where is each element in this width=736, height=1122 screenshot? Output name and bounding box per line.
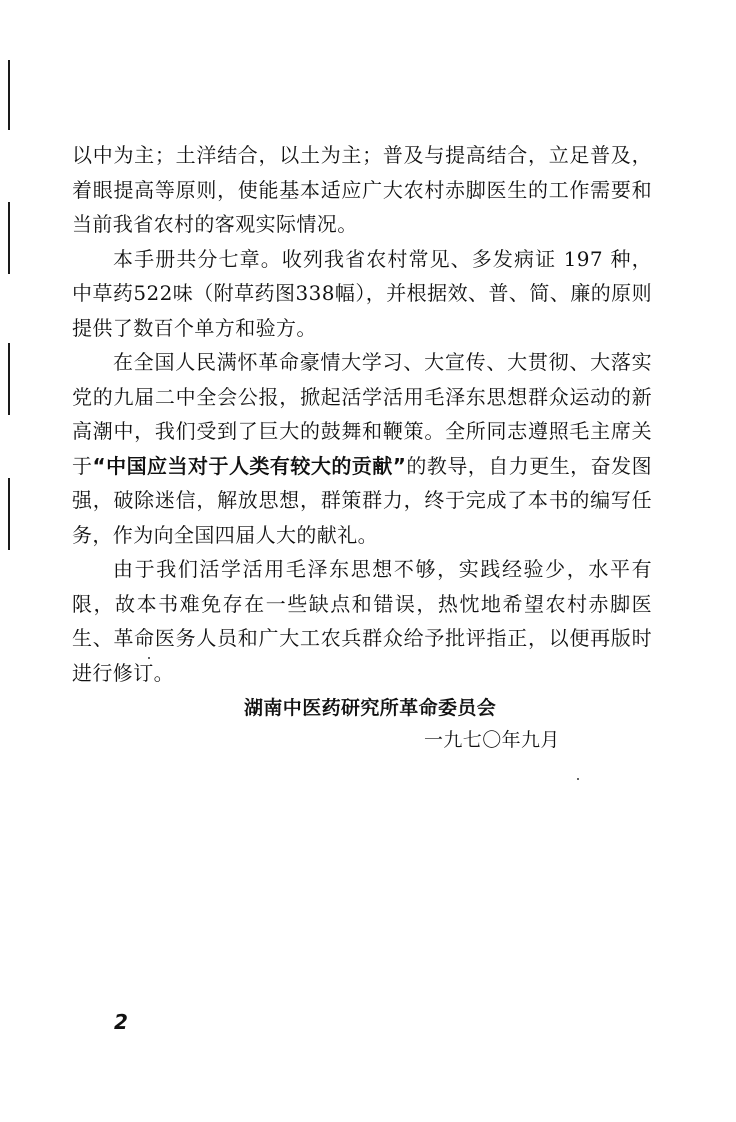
scan-speck (577, 778, 579, 780)
date: 一九七〇年九月 (424, 729, 560, 751)
paragraph-3-lead: 在全国人民满怀革命豪情大学习、大宣传、大贯彻、大落实党的九届二中全会公报，掀起活学活用毛泽东思想群众运动的新高潮中，我们受到了巨大的鼓舞和鞭策。全所同志遵照毛主席关于 (72, 350, 652, 478)
page-number: 2 (114, 1010, 128, 1034)
scan-edge-mark (8, 60, 10, 130)
paragraph-1: 以中为主；土洋结合，以土为主；普及与提高结合，立足普及，着眼提高等原则，使能基本适应广大农村赤脚医生的工作需要和当前我省农村的客观实际情况。 (72, 143, 652, 236)
paragraph-2: 本手册共分七章。收列我省农村常见、多发病证 197 种，中草药522味（附草药图338幅），并根据效、普、简、廉的原则提供了数百个单方和验方。 (72, 246, 652, 340)
paragraph-3 (72, 345, 652, 552)
scan-edge-mark (8, 202, 10, 274)
signature: 湖南中医药研究所革命委员会 (244, 697, 497, 719)
paragraph-3-tail: 的教导，自力更生，奋发图强，破除迷信，解放思想，群策群力，终于完成了本书的编写任务，作为向全国四届人大的献礼。 (72, 453, 652, 547)
quotation: “中国应当对于人类有较大的贡献” (92, 453, 407, 478)
scan-speck (148, 657, 150, 659)
paragraph-4: 由于我们活学活用毛泽东思想不够，实践经验少，水平有限，故本书难免存在一些缺点和错误，热忱地希望农村赤脚医生、革命医务人员和广大工农兵群众给予批评指正，以便再版时进行修订。 (72, 557, 652, 685)
scan-edge-mark (8, 343, 10, 415)
preface-text (72, 138, 652, 756)
scan-edge-mark (8, 478, 10, 550)
